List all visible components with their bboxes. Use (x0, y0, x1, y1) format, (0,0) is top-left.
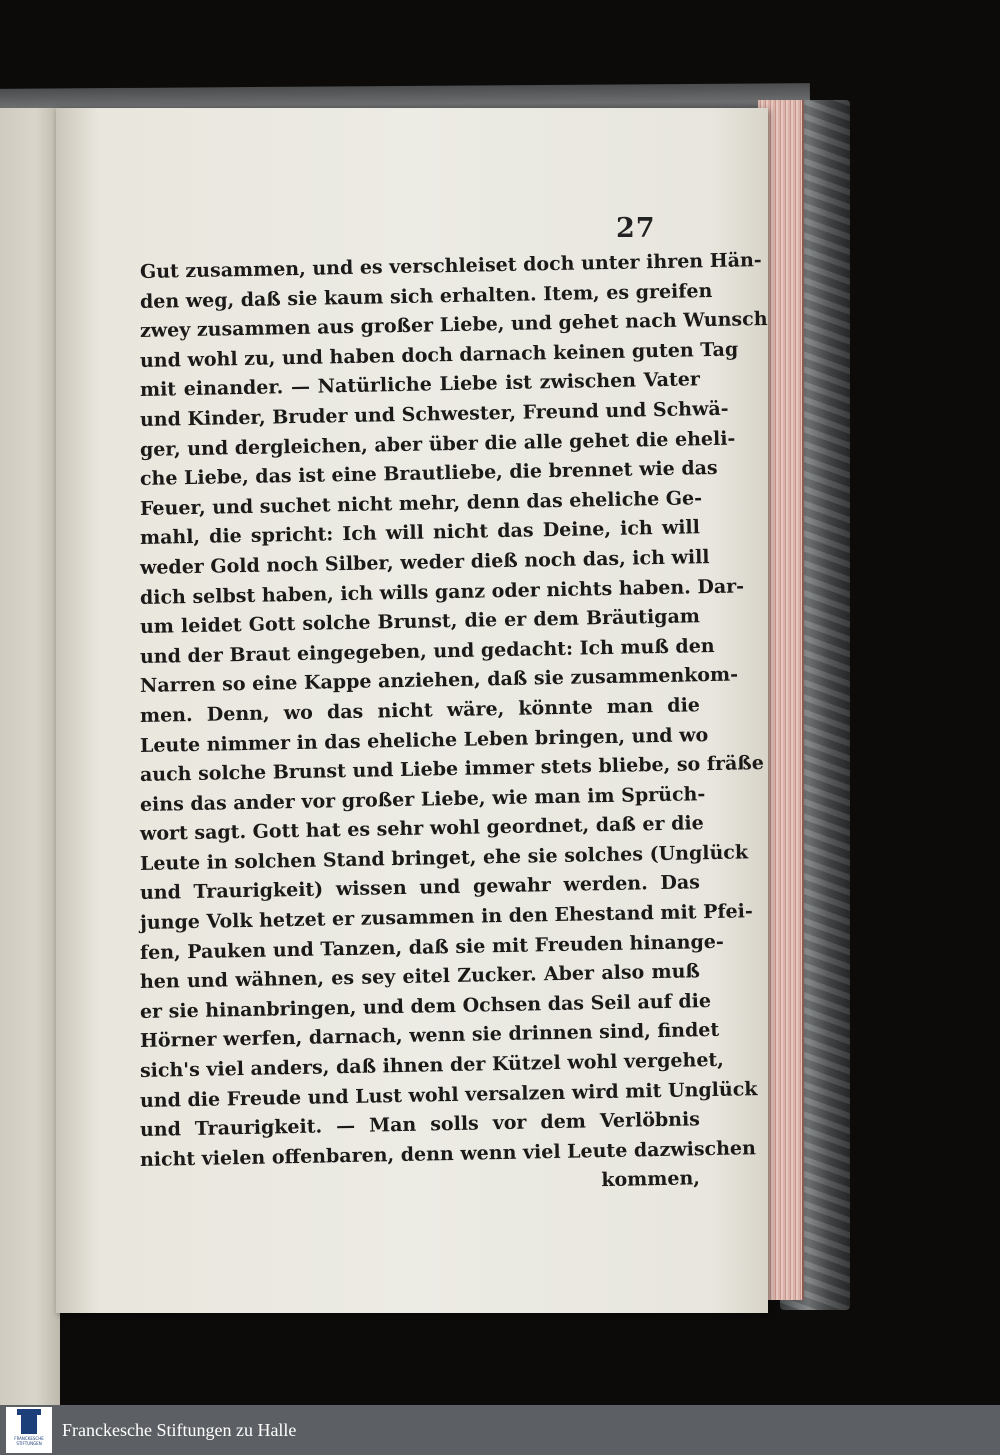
text-line: er sie hinanbringen, und dem Ochsen das Seil auf die (139, 989, 712, 1023)
text-line: um leidet Gott solche Brunst, die er dem Bräutigam (139, 605, 701, 639)
building-icon (21, 1414, 37, 1434)
text-line: Leute nimmer in das eheliche Leben bringen, und wo (139, 723, 709, 757)
facing-page-edge (0, 108, 60, 1405)
text-line: Gut zusammen, und es verschleiset doch unter ihren Hän- (139, 249, 762, 283)
text-line: fen, Pauken und Tanzen, daß sie mit Freuden hinange- (139, 930, 724, 964)
text-line: mit einander. — Natürliche Liebe ist zwischen Vater (139, 368, 701, 402)
text-line: und die Freude und Lust wohl versalzen wird mit Unglück (139, 1077, 758, 1112)
institution-logo (6, 1407, 52, 1453)
text-line: und Traurigkeit. — Man solls vor dem Verlöbnis (139, 1108, 701, 1142)
text-line: Leute in solchen Stand bringet, ehe sie solches (Unglück (139, 841, 749, 875)
institution-name: Franckesche Stiftungen zu Halle (62, 1419, 297, 1440)
text-line: wort sagt. Gott hat es sehr wohl geordnet, daß er die (139, 812, 704, 846)
text-line: und wohl zu, und haben doch darnach keinen guten Tag (139, 338, 739, 372)
text-line: sich's viel anders, daß ihnen der Kützel wohl vergehet, (139, 1048, 725, 1083)
text-line: che Liebe, das ist eine Brautliebe, die brennet wie das (139, 457, 718, 491)
book-page (56, 108, 768, 1313)
text-line: Feuer, und suchet nicht mehr, denn das eheliche Ge- (139, 486, 703, 520)
text-line: hen und wähnen, es sey eitel Zucker. Aber also muß (139, 960, 701, 994)
text-line: eins das ander vor großer Liebe, wie man im Sprüch- (139, 782, 706, 816)
text-line: Hörner werfen, darnach, wenn sie drinnen sind, findet (139, 1019, 720, 1053)
footer-bar (0, 1405, 1000, 1455)
text-line: dich selbst haben, ich wills ganz oder nichts haben. Dar- (139, 574, 745, 609)
text-line: auch solche Brunst und Liebe immer stets bliebe, so fräße (139, 752, 765, 787)
text-line: nicht vielen offenbaren, denn wenn viel Leute dazwischen (139, 1136, 757, 1171)
page-number: 27 (616, 213, 656, 244)
text-line: kommen, (601, 1167, 701, 1192)
body-text (139, 249, 768, 1205)
text-line: junge Volk hetzet er zusammen in den Ehestand mit Pfei- (139, 900, 753, 935)
text-line: mahl, die spricht: Ich will nicht das Deine, ich will (139, 516, 701, 550)
text-line: Narren so eine Kappe anziehen, daß sie zusammenkom- (139, 663, 739, 698)
text-line: den weg, daß sie kaum sich erhalten. Item, es greifen (139, 279, 713, 313)
text-line: weder Gold noch Silber, weder dieß noch das, ich will (139, 546, 710, 579)
text-line: men. Denn, wo das nicht wäre, könnte man die (139, 694, 701, 727)
text-line: zwey zusammen aus großer Liebe, und gehet nach Wunsch (139, 308, 768, 343)
text-line: und Kinder, Bruder und Schwester, Freund und Schwä- (139, 397, 729, 431)
text-line: ger, und dergleichen, aber über die alle gehet die eheli- (139, 427, 736, 461)
text-line: und Traurigkeit) wissen und gewahr werden. Das (139, 871, 701, 905)
text-line: und der Braut eingegeben, und gedacht: Ich muß den (139, 634, 715, 668)
logo-label: FRANCKESCHE STIFTUNGEN (14, 1436, 44, 1446)
